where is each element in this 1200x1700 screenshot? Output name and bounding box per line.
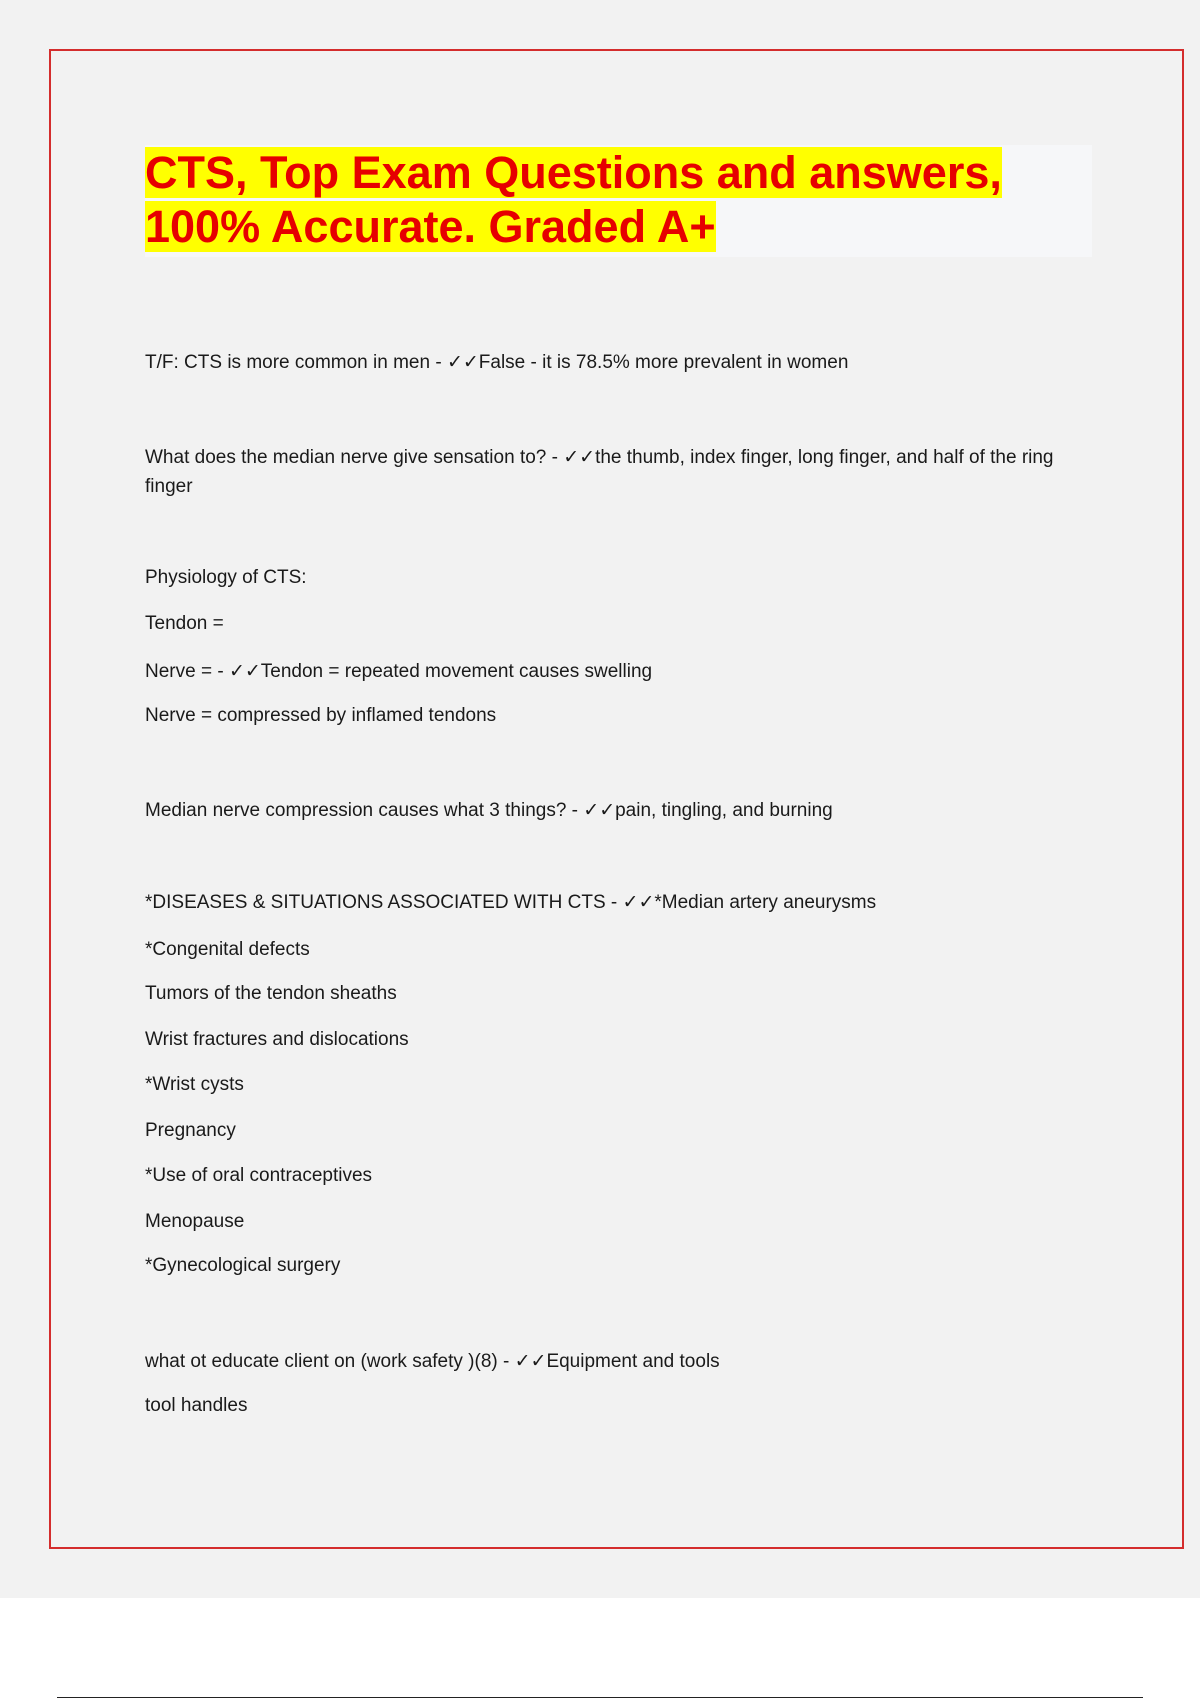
list-item: *Congenital defects [145, 939, 310, 960]
list-item: Menopause [145, 1211, 245, 1232]
question-3-line-3: Nerve = - ✓✓Tendon = repeated movement causes swelling [145, 661, 653, 682]
document-title [145, 146, 1002, 254]
footer-divider [57, 1697, 1143, 1698]
question-4: Median nerve compression causes what 3 things? - ✓✓pain, tingling, and burning [145, 800, 833, 821]
question-1: T/F: CTS is more common in men - ✓✓False - it is 78.5% more prevalent in women [145, 352, 849, 373]
question-3-heading: Physiology of CTS: [145, 567, 307, 588]
list-item: *Use of oral contraceptives [145, 1165, 373, 1186]
question-3-line-4: Nerve = compressed by inflamed tendons [145, 705, 497, 726]
question-5-heading: *DISEASES & SITUATIONS ASSOCIATED WITH CTS - ✓✓*Median artery aneurysms [145, 892, 877, 913]
list-item: Tumors of the tendon sheaths [145, 983, 397, 1004]
question-6: what ot educate client on (work safety )(8) - ✓✓Equipment and tools [145, 1351, 720, 1372]
question-3-line-2: Tendon = [145, 613, 224, 634]
list-item: Pregnancy [145, 1120, 236, 1141]
question-6-line-2: tool handles [145, 1395, 248, 1416]
question-2: What does the median nerve give sensation to? - ✓✓the thumb, index finger, long finger, and half of the ring finger [145, 447, 1054, 497]
title-line-1: CTS, Top Exam Questions and answers, [145, 147, 1002, 198]
title-line-2: 100% Accurate. Graded A+ [145, 201, 716, 252]
list-item: Wrist fractures and dislocations [145, 1029, 409, 1050]
list-item: *Wrist cysts [145, 1074, 244, 1095]
list-item: *Gynecological surgery [145, 1255, 341, 1276]
